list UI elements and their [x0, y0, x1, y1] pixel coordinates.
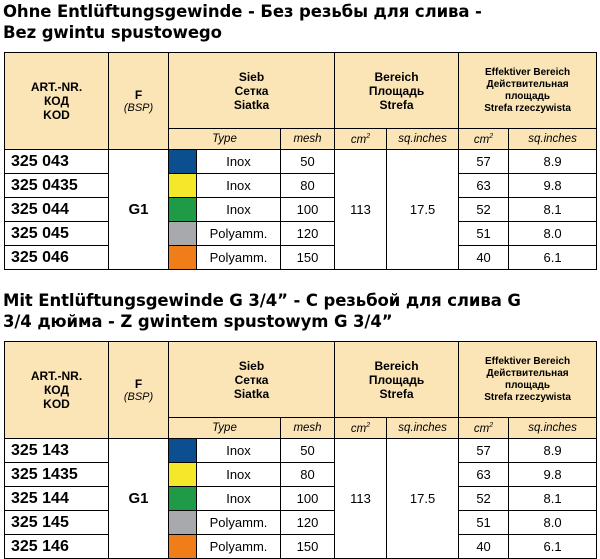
- article-code: 325 0435: [5, 174, 109, 198]
- header-thread: F (BSP): [109, 53, 169, 150]
- mesh-size: 120: [281, 511, 335, 535]
- mesh-color-swatch: [169, 463, 197, 487]
- mesh-type: Inox: [197, 198, 281, 222]
- mesh-type: Polyamm.: [197, 246, 281, 270]
- thread-size: G1: [109, 439, 169, 559]
- mesh-color-swatch: [169, 511, 197, 535]
- mesh-size: 120: [281, 222, 335, 246]
- subheader-type: Type: [169, 129, 281, 150]
- mesh-size: 50: [281, 439, 335, 463]
- mesh-color-swatch: [169, 246, 197, 270]
- article-code: 325 1435: [5, 463, 109, 487]
- mesh-type: Inox: [197, 174, 281, 198]
- spec-table: [4, 52, 597, 270]
- table-row: [5, 246, 597, 270]
- subheader-eff-cm2: $cm^2$: [459, 129, 509, 150]
- effective-area-sq-inches: 6.1: [509, 535, 597, 559]
- table-row: [5, 511, 597, 535]
- mesh-type: Inox: [197, 439, 281, 463]
- header-thread: F (BSP): [109, 342, 169, 439]
- mesh-size: 150: [281, 246, 335, 270]
- mesh-color-swatch: [169, 222, 197, 246]
- effective-area-cm2: 51: [459, 222, 509, 246]
- table-row: [5, 463, 597, 487]
- article-code: 325 046: [5, 246, 109, 270]
- subheader-cm2: $cm^2$: [335, 129, 387, 150]
- effective-area-sq-inches: 6.1: [509, 246, 597, 270]
- article-code: 325 045: [5, 222, 109, 246]
- subheader-eff-sq-inches: sq.inches: [509, 418, 597, 439]
- mesh-size: 100: [281, 198, 335, 222]
- mesh-color-swatch: [169, 174, 197, 198]
- article-code: 325 143: [5, 439, 109, 463]
- effective-area-sq-inches: 8.9: [509, 150, 597, 174]
- mesh-type: Polyamm.: [197, 511, 281, 535]
- section-title-line1: Mit Entlüftungsgewinde G 3/4” - С резьбой для слива G: [3, 291, 521, 310]
- section-title-line1: Ohne Entlüftungsgewinde - Без резьбы для слива -: [3, 2, 482, 21]
- mesh-size: 100: [281, 487, 335, 511]
- mesh-size: 80: [281, 463, 335, 487]
- effective-area-cm2: 40: [459, 246, 509, 270]
- mesh-size: 150: [281, 535, 335, 559]
- mesh-color-swatch: [169, 198, 197, 222]
- mesh-type: Inox: [197, 150, 281, 174]
- header-sieb: Sieb Сетка Siatka: [169, 342, 335, 418]
- subheader-mesh: mesh: [281, 129, 335, 150]
- effective-area-sq-inches: 8.0: [509, 222, 597, 246]
- effective-area-cm2: 63: [459, 174, 509, 198]
- header-sieb: Sieb Сетка Siatka: [169, 53, 335, 129]
- header-bereich: Bereich Площадь Strefa: [335, 342, 459, 418]
- header-effective-area: Effektiver Bereich Действительная площадь Strefa rzeczywista: [459, 53, 597, 129]
- mesh-color-swatch: [169, 150, 197, 174]
- mesh-color-swatch: [169, 439, 197, 463]
- header-effective-area: Effektiver Bereich Действительная площадь Strefa rzeczywista: [459, 342, 597, 418]
- effective-area-sq-inches: 9.8: [509, 174, 597, 198]
- effective-area-cm2: 40: [459, 535, 509, 559]
- effective-area-cm2: 51: [459, 511, 509, 535]
- table-row: [5, 439, 597, 463]
- mesh-type: Polyamm.: [197, 222, 281, 246]
- subheader-type: Type: [169, 418, 281, 439]
- effective-area-sq-inches: 8.1: [509, 487, 597, 511]
- table-row: [5, 198, 597, 222]
- subheader-sq-inches: sq.inches: [387, 129, 459, 150]
- article-code: 325 145: [5, 511, 109, 535]
- table-row: [5, 222, 597, 246]
- article-code: 325 144: [5, 487, 109, 511]
- thread-size: G1: [109, 150, 169, 270]
- subheader-cm2: $cm^2$: [335, 418, 387, 439]
- subheader-sq-inches: sq.inches: [387, 418, 459, 439]
- article-code: 325 044: [5, 198, 109, 222]
- mesh-color-swatch: [169, 535, 197, 559]
- product-section: [0, 289, 600, 555]
- table-row: [5, 535, 597, 559]
- effective-area-sq-inches: 8.1: [509, 198, 597, 222]
- product-section: [0, 0, 600, 266]
- article-code: 325 146: [5, 535, 109, 559]
- section-title-line2: 3/4 дюйма - Z gwintem spustowym G 3/4”: [3, 312, 393, 331]
- effective-area-sq-inches: 8.9: [509, 439, 597, 463]
- section-title: [3, 1, 600, 43]
- effective-area-cm2: 52: [459, 198, 509, 222]
- area-sq-inches: 17.5: [387, 439, 459, 559]
- effective-area-cm2: 57: [459, 150, 509, 174]
- mesh-type: Polyamm.: [197, 535, 281, 559]
- mesh-color-swatch: [169, 487, 197, 511]
- effective-area-sq-inches: 9.8: [509, 463, 597, 487]
- mesh-size: 50: [281, 150, 335, 174]
- section-title: [3, 290, 600, 332]
- header-bereich: Bereich Площадь Strefa: [335, 53, 459, 129]
- area-cm2: 113: [335, 150, 387, 270]
- effective-area-sq-inches: 8.0: [509, 511, 597, 535]
- article-code: 325 043: [5, 150, 109, 174]
- table-row: [5, 174, 597, 198]
- effective-area-cm2: 63: [459, 463, 509, 487]
- spec-table: [4, 341, 597, 559]
- mesh-type: Inox: [197, 463, 281, 487]
- table-row: [5, 150, 597, 174]
- effective-area-cm2: 57: [459, 439, 509, 463]
- section-title-line2: Bez gwintu spustowego: [3, 23, 222, 42]
- effective-area-cm2: 52: [459, 487, 509, 511]
- table-row: [5, 487, 597, 511]
- subheader-eff-sq-inches: sq.inches: [509, 129, 597, 150]
- area-sq-inches: 17.5: [387, 150, 459, 270]
- subheader-mesh: mesh: [281, 418, 335, 439]
- subheader-eff-cm2: $cm^2$: [459, 418, 509, 439]
- header-art-nr: ART.-NR. КОД KOD: [5, 53, 109, 150]
- mesh-type: Inox: [197, 487, 281, 511]
- area-cm2: 113: [335, 439, 387, 559]
- header-art-nr: ART.-NR. КОД KOD: [5, 342, 109, 439]
- mesh-size: 80: [281, 174, 335, 198]
